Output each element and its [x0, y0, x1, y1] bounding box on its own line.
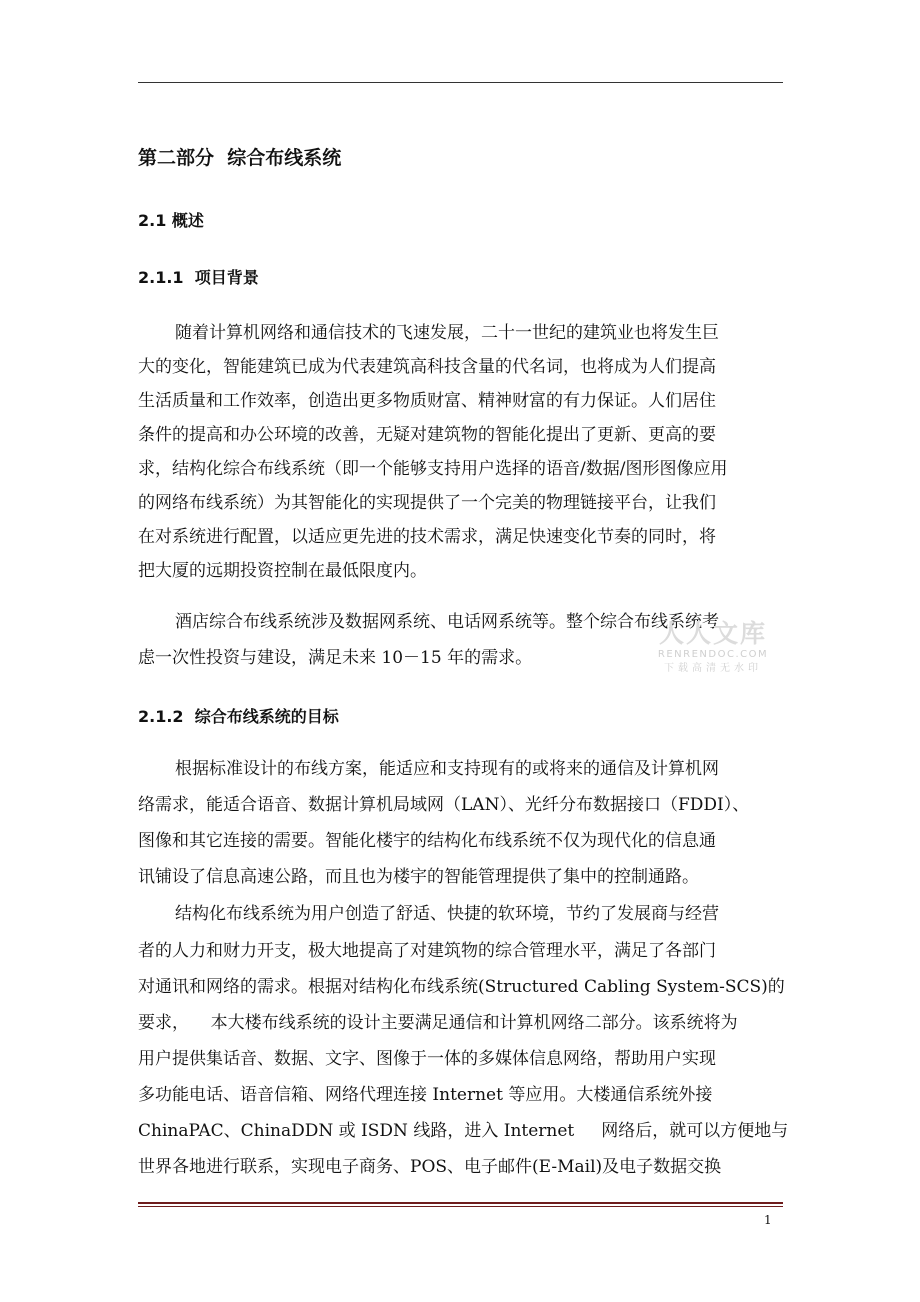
para4-line-8: 世界各地进行联系，实现电子商务、POS、电子邮件(E-Mail)及电子数据交换: [138, 1157, 722, 1177]
subsection-heading-background: 2.1.1 项目背景: [138, 268, 259, 287]
para4-line-3: 对通讯和网络的需求。根据对结构化布线系统(Structured Cabling System-SCS)的: [138, 977, 785, 997]
footer-rule: [138, 1202, 783, 1204]
watermark-logo: [648, 620, 778, 686]
para2-line-1: 酒店综合布线系统涉及数据网系统、电话网系统等。整个综合布线系统考: [175, 612, 719, 632]
para1-line-2: 大的变化，智能建筑已成为代表建筑高科技含量的代名词，也将成为人们提高: [138, 357, 716, 377]
para4-line-2: 者的人力和财力开支，极大地提高了对建筑物的综合管理水平，满足了各部门: [138, 941, 716, 961]
para3-line-3: 图像和其它连接的需要。智能化楼宇的结构化布线系统不仅为现代化的信息通: [138, 831, 716, 851]
section-heading: 2.1 概述: [138, 211, 204, 230]
para1-line-5: 求，结构化综合布线系统（即一个能够支持用户选择的语音/数据/图形图像应用: [138, 459, 728, 479]
para4-line-1: 结构化布线系统为用户创造了舒适、快捷的软环境，节约了发展商与经营: [175, 904, 719, 924]
header-rule: [138, 82, 783, 83]
subsection-heading-goals: 2.1.2 综合布线系统的目标: [138, 707, 339, 726]
para4-line-6: 多功能电话、语音信箱、网络代理连接 Internet 等应用。大楼通信系统外接: [138, 1085, 713, 1105]
watermark-subtitle: 下载高清无水印: [664, 663, 762, 674]
para1-line-1: 随着计算机网络和通信技术的飞速发展，二十一世纪的建筑业也将发生巨: [175, 323, 719, 343]
para1-line-3: 生活质量和工作效率，创造出更多物质财富、精神财富的有力保证。人们居住: [138, 391, 716, 411]
part-heading: 第二部分 综合布线系统: [138, 147, 342, 169]
para3-line-2: 络需求，能适合语音、数据计算机局域网（LAN）、光纤分布数据接口（FDDI）、: [138, 795, 750, 815]
para1-line-8: 把大厦的远期投资控制在最低限度内。: [138, 561, 427, 581]
watermark-title: 人人文库: [658, 619, 767, 648]
para2-line-2: 虑一次性投资与建设，满足未来 10－15 年的需求。: [138, 648, 533, 668]
para4-line-7: ChinaPAC、ChinaDDN 或 ISDN 线路，进入 Internet 网络后，就可以方便地与: [138, 1121, 789, 1141]
para1-line-7: 在对系统进行配置，以适应更先进的技术需求，满足快速变化节奏的同时，将: [138, 527, 716, 547]
para4-line-4: 要求， 本大楼布线系统的设计主要满足通信和计算机网络二部分。该系统将为: [138, 1013, 738, 1033]
page-number: 1: [764, 1213, 772, 1227]
para1-line-4: 条件的提高和办公环境的改善，无疑对建筑物的智能化提出了更新、更高的要: [138, 425, 716, 445]
watermark-site: RENRENDOC.COM: [657, 649, 769, 660]
para3-line-4: 讯铺设了信息高速公路，而且也为楼宇的智能管理提供了集中的控制通路。: [138, 867, 699, 887]
footer-rule-thin: [138, 1206, 783, 1207]
para3-line-1: 根据标准设计的布线方案，能适应和支持现有的或将来的通信及计算机网: [175, 759, 719, 779]
para4-line-5: 用户提供集话音、数据、文字、图像于一体的多媒体信息网络，帮助用户实现: [138, 1049, 716, 1069]
para1-line-6: 的网络布线系统）为其智能化的实现提供了一个完美的物理链接平台，让我们: [138, 493, 716, 513]
